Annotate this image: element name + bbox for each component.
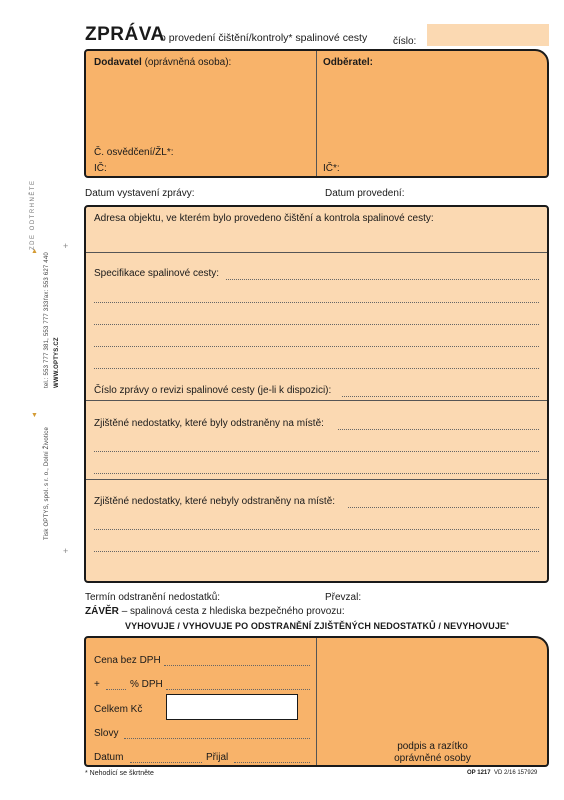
total-field[interactable] — [166, 694, 298, 720]
form-code: OP 1217 — [467, 770, 491, 776]
spec-line[interactable] — [94, 346, 539, 347]
signature-line-2: oprávněné osoby — [394, 753, 471, 764]
supplier-heading — [94, 57, 231, 68]
price-label: Cena bez DPH — [94, 655, 161, 666]
form-title: ZPRÁVA — [85, 24, 165, 45]
tear-off-label: ZDE ODTRHNĚTE — [30, 179, 36, 250]
footnote: * Nehodící se škrtněte — [85, 770, 154, 777]
divider — [86, 400, 547, 401]
fixed-defects-line[interactable] — [338, 429, 539, 430]
address-label: Adresa objektu, ve kterém bylo provedeno čištění a kontrola spalinové cesty: — [94, 213, 434, 224]
printer-web: WWW.OPTYS.CZ — [54, 337, 60, 388]
form-subtitle: o provedení čištění/kontroly* spalinové cesty — [160, 32, 368, 44]
crop-mark-icon: + — [63, 546, 69, 556]
received-field[interactable] — [234, 762, 310, 763]
date-field[interactable] — [130, 762, 202, 763]
spec-line[interactable] — [94, 324, 539, 325]
number-label: číslo: — [393, 36, 417, 47]
supplier-note: (oprávněná osoba): — [144, 57, 232, 68]
divider — [86, 252, 547, 253]
received-by-label: Převzal: — [325, 592, 362, 603]
printer-phone: tel.: 553 777 381, 553 777 333 — [44, 300, 50, 388]
vat-rate-field[interactable] — [106, 689, 126, 690]
spec-line[interactable] — [226, 279, 539, 280]
signature-line-1: podpis a razítko — [397, 741, 468, 752]
customer-label: Odběratel: — [323, 57, 374, 68]
unfixed-defects-line[interactable] — [94, 529, 539, 530]
date-label: Datum — [94, 752, 124, 763]
number-field[interactable] — [427, 24, 549, 46]
price-field[interactable] — [164, 665, 310, 666]
crop-mark-icon: + — [63, 241, 69, 251]
verdict-mark: * — [506, 621, 510, 630]
fixed-defects-line[interactable] — [94, 473, 539, 474]
printer-name: Tisk OPTYS, spol. s r. o., Dolní Životice — [44, 426, 50, 540]
unfixed-defects-line[interactable] — [348, 507, 539, 508]
vat-label: % DPH — [130, 679, 163, 690]
divider — [316, 638, 317, 765]
customer-id-label: IČ*: — [323, 163, 340, 174]
form-version: VD 2/16 157929 — [494, 770, 538, 776]
performed-date-label: Datum provedení: — [325, 188, 405, 199]
fixed-defects-line[interactable] — [94, 451, 539, 452]
words-label: Slovy — [94, 728, 119, 739]
words-field[interactable] — [124, 738, 310, 739]
verdict-options[interactable]: VYHOVUJE / VYHOVUJE PO ODSTRANĚNÍ ZJIŠTĚNÝCH NEDOSTATKŮ / NEVYHOVUJE — [125, 621, 507, 631]
unfixed-defects-line[interactable] — [94, 551, 539, 552]
conclusion — [85, 606, 345, 617]
received-label: Přijal — [206, 752, 229, 763]
revision-line[interactable] — [342, 396, 539, 397]
printer-fax: fax: 553 627 440 — [44, 252, 50, 300]
spec-label: Specifikace spalinové cesty: — [94, 268, 220, 279]
arrow-down-icon: ▼ — [31, 412, 38, 419]
total-label: Celkem Kč — [94, 704, 143, 715]
unfixed-defects-label: Zjištěné nedostatky, které nebyly odstraněny na místě: — [94, 496, 336, 507]
billing-panel — [84, 636, 549, 767]
fixed-defects-label: Zjištěné nedostatky, které byly odstraněny na místě: — [94, 418, 324, 429]
arrow-up-icon: ▲ — [31, 248, 38, 255]
divider — [316, 51, 317, 176]
details-panel — [84, 205, 549, 583]
plus-label: + — [94, 679, 100, 690]
revision-label: Číslo zprávy o revizi spalinové cesty (je-li k dispozici): — [94, 385, 332, 396]
supplier-label: Dodavatel — [94, 57, 142, 68]
spec-line[interactable] — [94, 302, 539, 303]
parties-panel — [84, 49, 549, 178]
certificate-label: Č. osvědčení/ŽL*: — [94, 147, 174, 158]
deadline-label: Termín odstranění nedostatků: — [85, 592, 221, 603]
verdict — [125, 621, 509, 631]
divider — [86, 479, 547, 480]
vat-amount-field[interactable] — [166, 689, 310, 690]
issued-date-label: Datum vystavení zprávy: — [85, 188, 195, 199]
conclusion-title: ZÁVĚR — [85, 606, 119, 617]
conclusion-text: – spalinová cesta z hlediska bezpečného provozu: — [121, 606, 345, 617]
supplier-id-label: IČ: — [94, 163, 107, 174]
spec-line[interactable] — [94, 368, 539, 369]
